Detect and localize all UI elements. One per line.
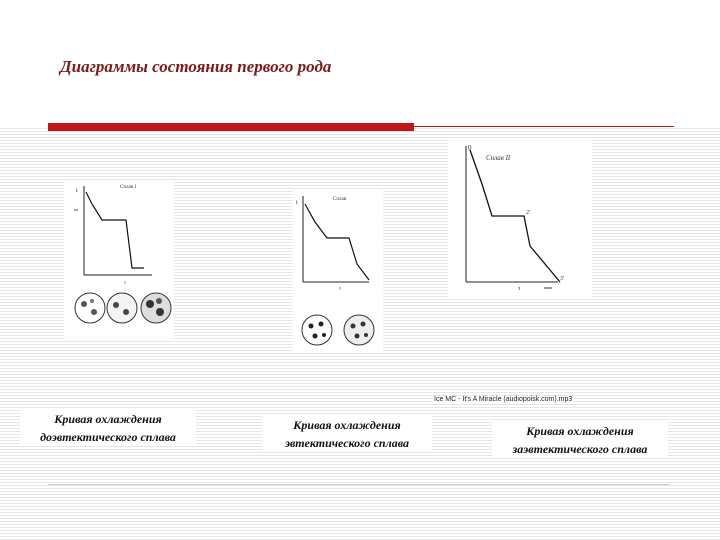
caption-line: заэвтектического сплава — [512, 442, 648, 456]
caption-line: Кривая охлаждения — [526, 424, 634, 438]
svg-text:0: 0 — [468, 144, 472, 152]
microstructure-images — [302, 315, 374, 345]
figure-hypoeutectic — [64, 180, 174, 340]
svg-text:τ: τ — [518, 286, 521, 292]
svg-text:τ: τ — [124, 281, 127, 286]
figure-eutectic — [293, 190, 383, 352]
bottom-divider — [48, 484, 670, 485]
svg-text:t: t — [296, 200, 298, 206]
slide-title: Диаграммы состояния первого рода — [60, 57, 332, 76]
figure-label: Сплав II — [486, 154, 511, 162]
svg-text:τ: τ — [339, 287, 342, 292]
caption-line: доэвтектического сплава — [40, 430, 176, 444]
caption-hypoeutectic — [20, 410, 196, 446]
cooling-curve-hypereutectic — [448, 138, 592, 298]
cooling-curve-hypoeutectic — [64, 180, 174, 340]
cooling-curve-eutectic — [293, 190, 383, 352]
figure-hypereutectic — [448, 138, 592, 298]
figure-label: Сплав I — [120, 185, 137, 190]
svg-text:3': 3' — [560, 276, 565, 282]
accent-rule-thin — [414, 126, 674, 127]
microstructure-images — [75, 293, 171, 323]
caption-line: Кривая охлаждения — [293, 418, 401, 432]
accent-rule — [48, 123, 414, 131]
svg-text:t: t — [76, 188, 78, 194]
caption-line: эвтектического сплава — [284, 436, 410, 450]
svg-text:2': 2' — [526, 210, 531, 216]
audio-link[interactable]: Ice MC - It's A Miracle (audiopoisk.com).mp3 — [434, 396, 573, 403]
caption-eutectic — [262, 416, 432, 452]
caption-hypereutectic — [492, 422, 668, 458]
caption-line: Кривая охлаждения — [54, 412, 162, 426]
figure-label: Сплав — [333, 197, 347, 202]
